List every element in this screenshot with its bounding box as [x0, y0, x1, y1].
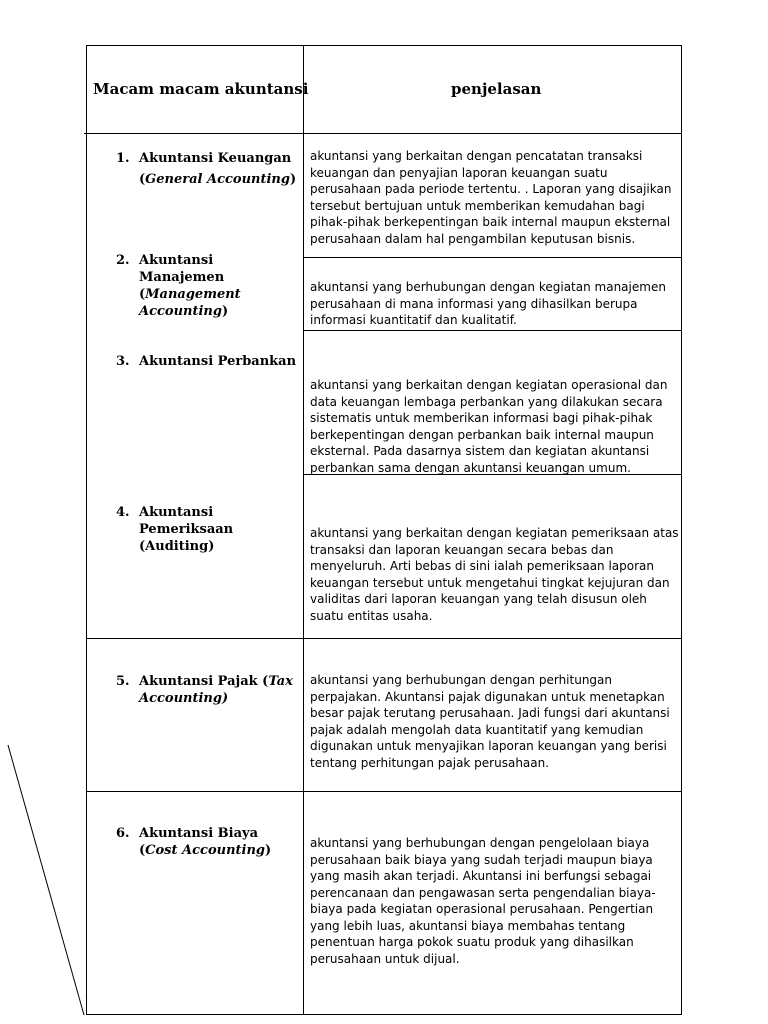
paren-close: ) — [289, 172, 297, 187]
row-3-description: akuntansi yang berkaitan dengan kegiatan operasional dan data keuangan lembaga perbankan yang dilakukan secara sistematis untuk memberikan informasi bagi pihak-pihak berkepentingan dengan perbankan baik internal maupun eksternal. Pada dasarnya sistem dan kegiatan akuntansi perbankan sama dengan akuntansi keuangan umum. — [310, 378, 668, 475]
row-title-english: Management Accounting — [139, 287, 241, 319]
row-title-english: General Accounting — [145, 172, 290, 187]
header-col2: penjelasan — [451, 80, 542, 98]
paren-close: ) — [265, 843, 272, 858]
row-title-english: Cost Accounting — [145, 843, 265, 858]
row-title: Akuntansi Manajemen — [139, 253, 225, 285]
row-number: 2. — [116, 253, 130, 268]
row-number: 1. — [116, 151, 130, 166]
row-title: Akuntansi Biaya ( — [139, 826, 258, 858]
row-number: 4. — [116, 505, 130, 520]
row-number: 6. — [116, 826, 130, 841]
row-5-description: akuntansi yang berhubungan dengan perhitungan perpajakan. Akuntansi pajak digunakan untuk menetapkan besar pajak terutang perusahaan. Jadi fungsi dari akuntansi pajak adalah mengolah data kuantitatif yang kemudian digunakan untuk menyajikan laporan keuangan yang berisi tentang perhitungan pajak perusahaan. — [310, 673, 670, 770]
row-2-description: akuntansi yang berhubungan dengan kegiatan manajemen perusahaan di mana informasi yang dihasilkan berupa informasi kuantitatif dan kualitatif. — [310, 280, 666, 327]
row-title: Akuntansi Pajak ( — [139, 674, 269, 689]
row-4-description: akuntansi yang berkaitan dengan kegiatan pemeriksaan atas transaksi dan laporan keuangan secara bebas dan menyeluruh. Arti bebas di sini ialah pemeriksaan laporan keuangan tersebut untuk mengetahui tingkat kejujuran dan validitas dari laporan keuangan yang telah disusun oleh suatu entitas usaha. — [310, 526, 679, 623]
row-number: 3. — [116, 354, 130, 369]
row-6-description: akuntansi yang berhubungan dengan pengelolaan biaya perusahaan baik biaya yang sudah terjadi maupun biaya yang masih akan terjadi. Akuntansi ini berfungsi sebagai perencanaan dan pengawasan serta pengendalian biaya-biaya pada kegiatan operasional perusahaan. Pengertian yang lebih luas, akuntansi biaya membahas tentang penentuan harga pokok suatu produk yang dihasilkan perusahaan untuk dijual. — [310, 836, 656, 966]
row-number: 5. — [116, 674, 130, 689]
header-col1: Macam macam akuntansi — [93, 80, 309, 98]
row-title: Akuntansi Pemeriksaan (Auditing) — [139, 505, 234, 554]
row-1-description: akuntansi yang berkaitan dengan pencatatan transaksi keuangan dan penyajian laporan keuangan suatu perusahaan pada periode tertentu. . Laporan yang disajikan tersebut bertujuan untuk memberikan kemudahan bagi pihak-pihak berkepentingan baik internal maupun eksternal perusahaan dalam hal pengambilan keputusan bisnis. — [310, 149, 672, 246]
row-title: Akuntansi Perbankan — [139, 354, 297, 369]
row-title: Akuntansi Keuangan — [139, 151, 292, 166]
row-title-english: Tax Accounting) — [139, 674, 293, 706]
paren-close: ) — [221, 304, 229, 319]
paren-open: ( — [139, 287, 146, 302]
paren-open: ( — [139, 172, 146, 187]
